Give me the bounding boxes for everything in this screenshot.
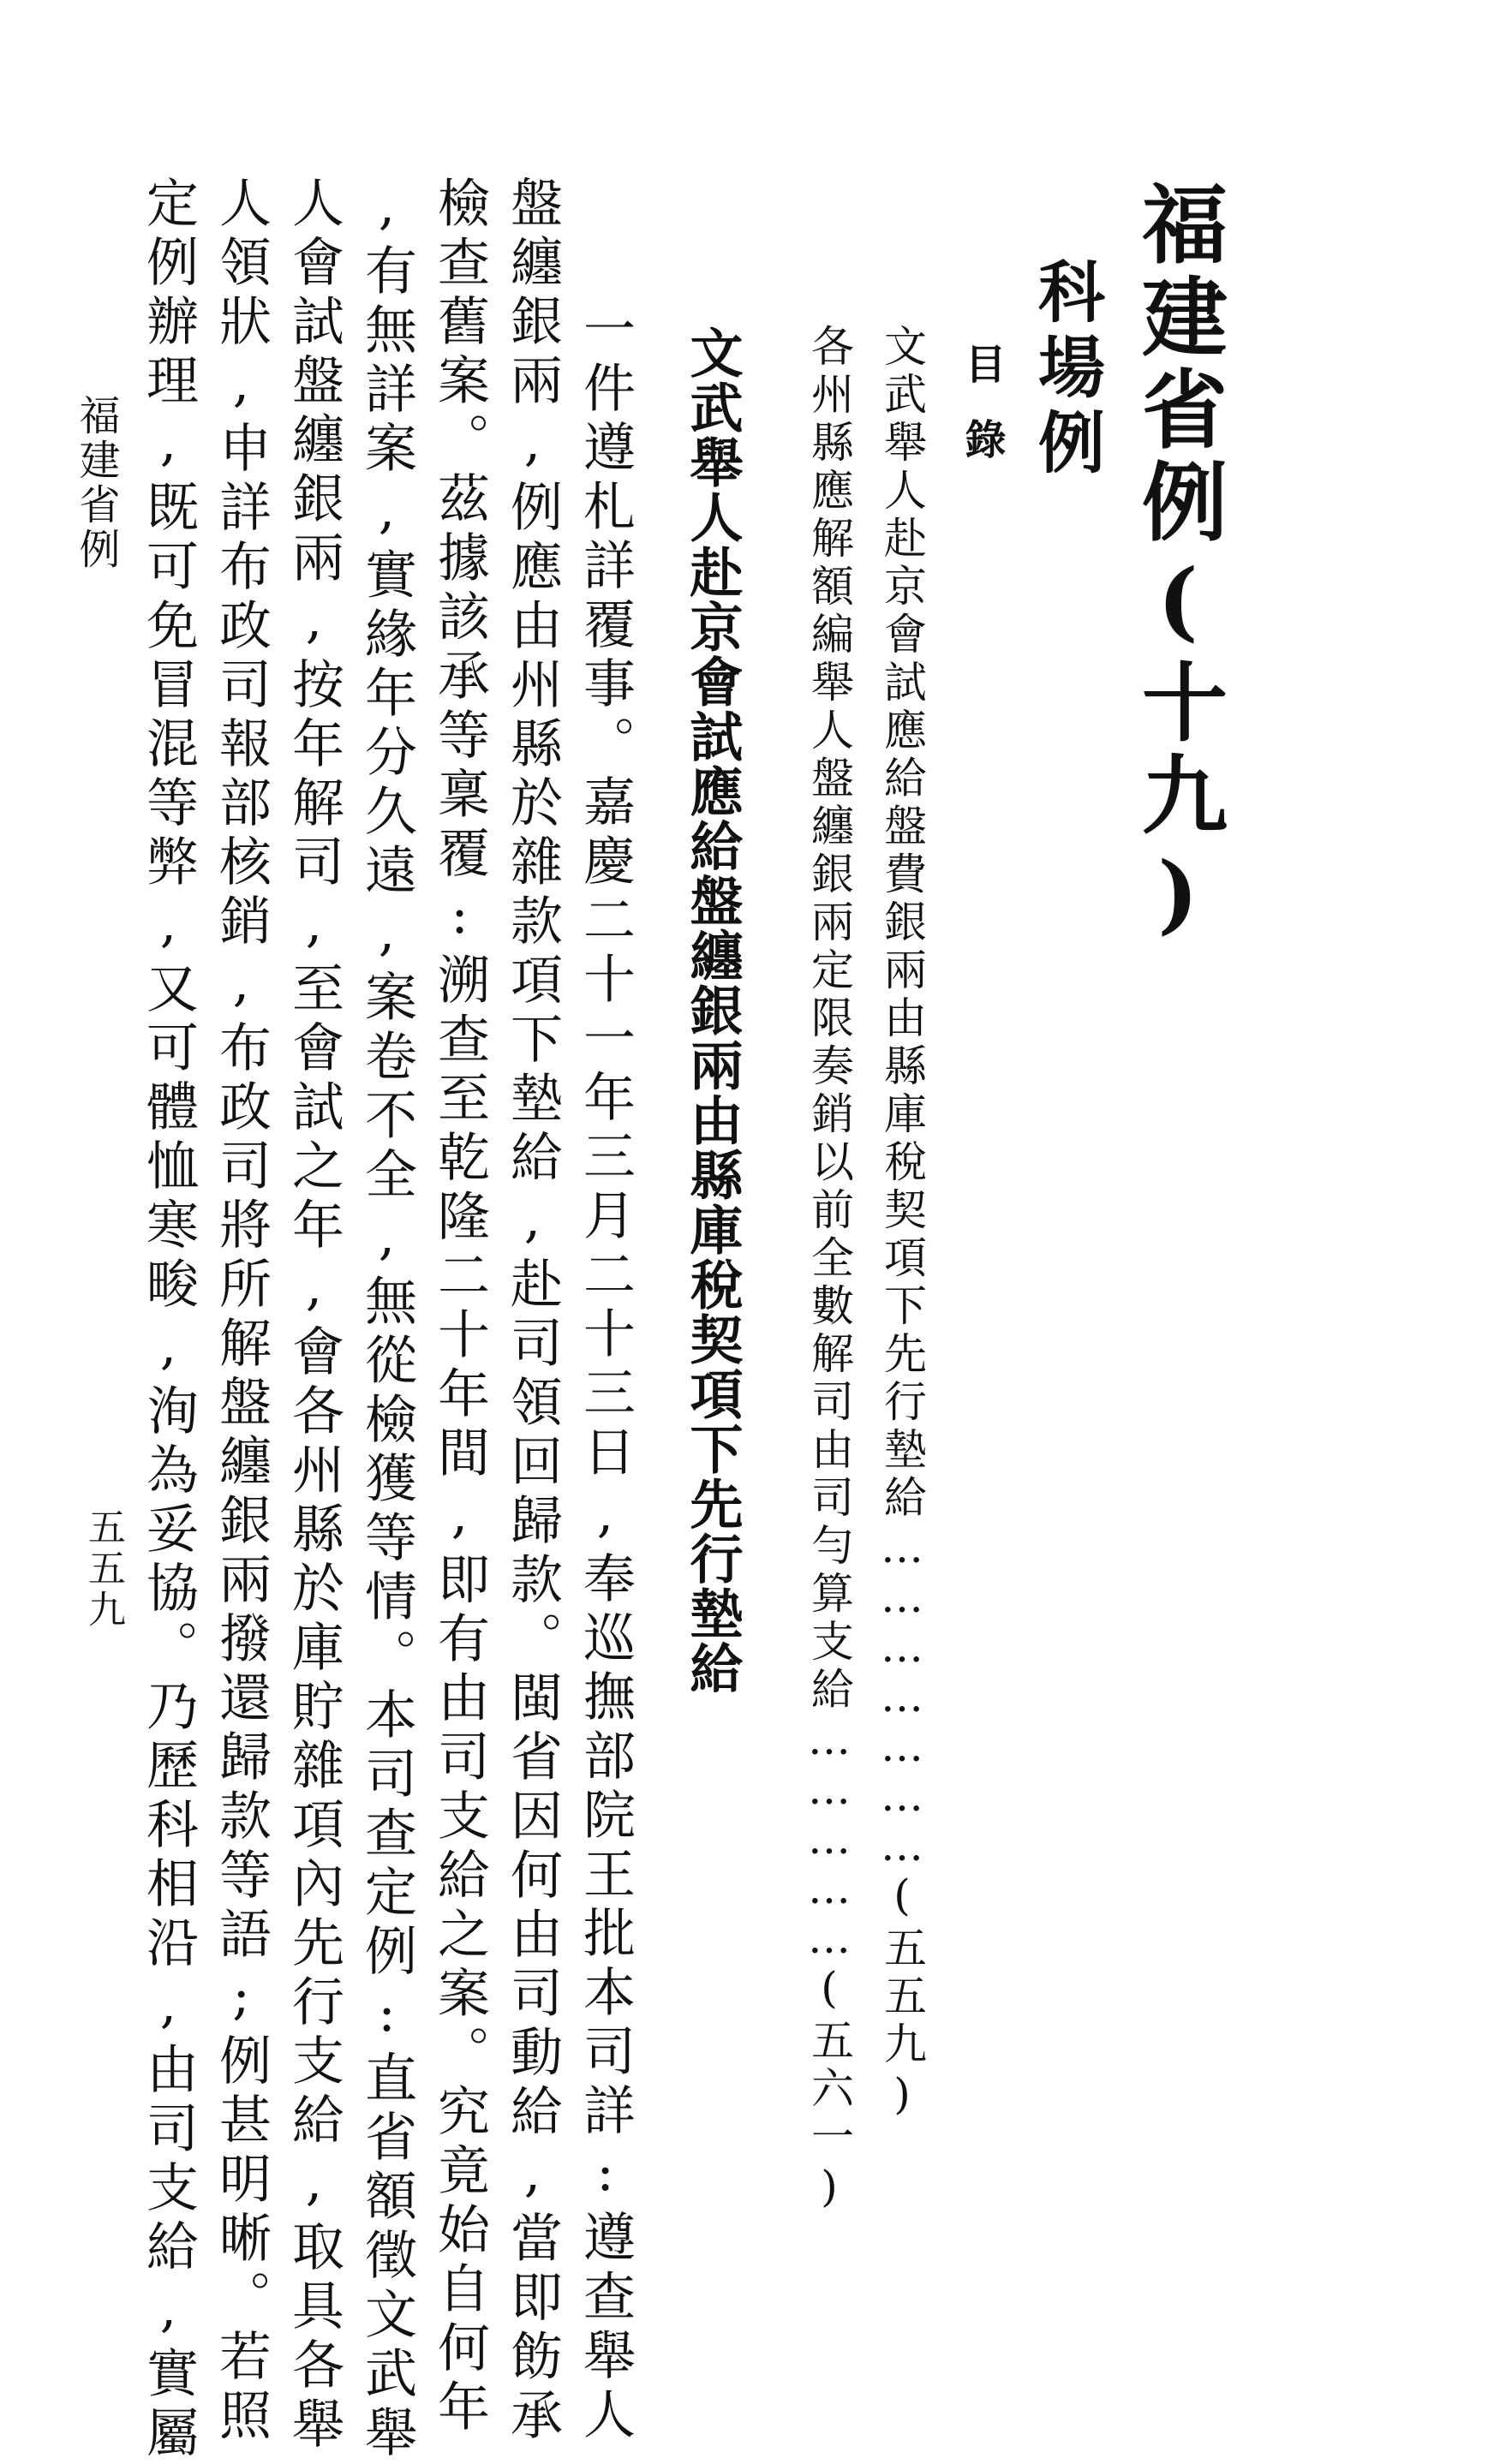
toc-entry [804,324,854,2216]
book-title: 福建省例(十九) [1127,180,1228,951]
section-title: 科場例 [1027,257,1105,483]
toc-entry-leader: …………… [804,1715,854,1963]
article-title: 文武舉人赴京會試應給盤纏銀兩由縣庫稅契項下先行墊給 [681,325,744,1696]
body-line: 人會試盤纏銀兩,按年解司,至會試之年,會各州縣於庫貯雜項內先行支給,取具各舉 [284,176,344,2455]
toc-heading: 目錄 [958,343,1006,493]
toc-entry-title: 各州縣應解額編舉人盤纏銀兩定限奏銷以前全數解司由司勻算支給 [804,324,854,1715]
toc-entry-page: (五六一) [804,1963,854,2216]
toc-entry-leader: ………………… [877,1523,927,1870]
toc-entry-title: 文武舉人赴京會試應給盤費銀兩由縣庫稅契項下先行墊給 [877,324,927,1523]
toc-entry [877,324,927,2124]
toc-entry-page: (五五九) [877,1870,927,2124]
body-line: 盤纏銀兩,例應由州縣於雜款項下墊給,赴司領回歸款。閩省因何由司動給,當即飭承 [502,176,563,2447]
body-line: 人領狀,申詳布政司報部核銷,布政司將所解盤纏銀兩撥還歸款等語;例甚明晰。若照 [211,176,272,2447]
body-line: 檢查舊案。茲據該承等稟覆:溯查至乾隆二十年間,即有由司支給之案。究竟始自何年 [429,176,490,2438]
running-title: 福建省例 [72,394,120,572]
body-line: ,有無詳案,實緣年分久遠,案卷不全,無從檢獲等情。本司查定例:直省額徵文武舉 [356,176,417,2464]
page-number: 五五九 [81,1507,125,1631]
body-line: 定例辦理,既可免冒混等弊,又可體恤寒畯,洵為妥協。乃歷科相沿,由司支給,實屬 [138,176,199,2464]
body-line: 一件遵札詳覆事。嘉慶二十一年三月二十三日,奉巡撫部院王批本司詳:遵查舉人 [575,301,636,2446]
